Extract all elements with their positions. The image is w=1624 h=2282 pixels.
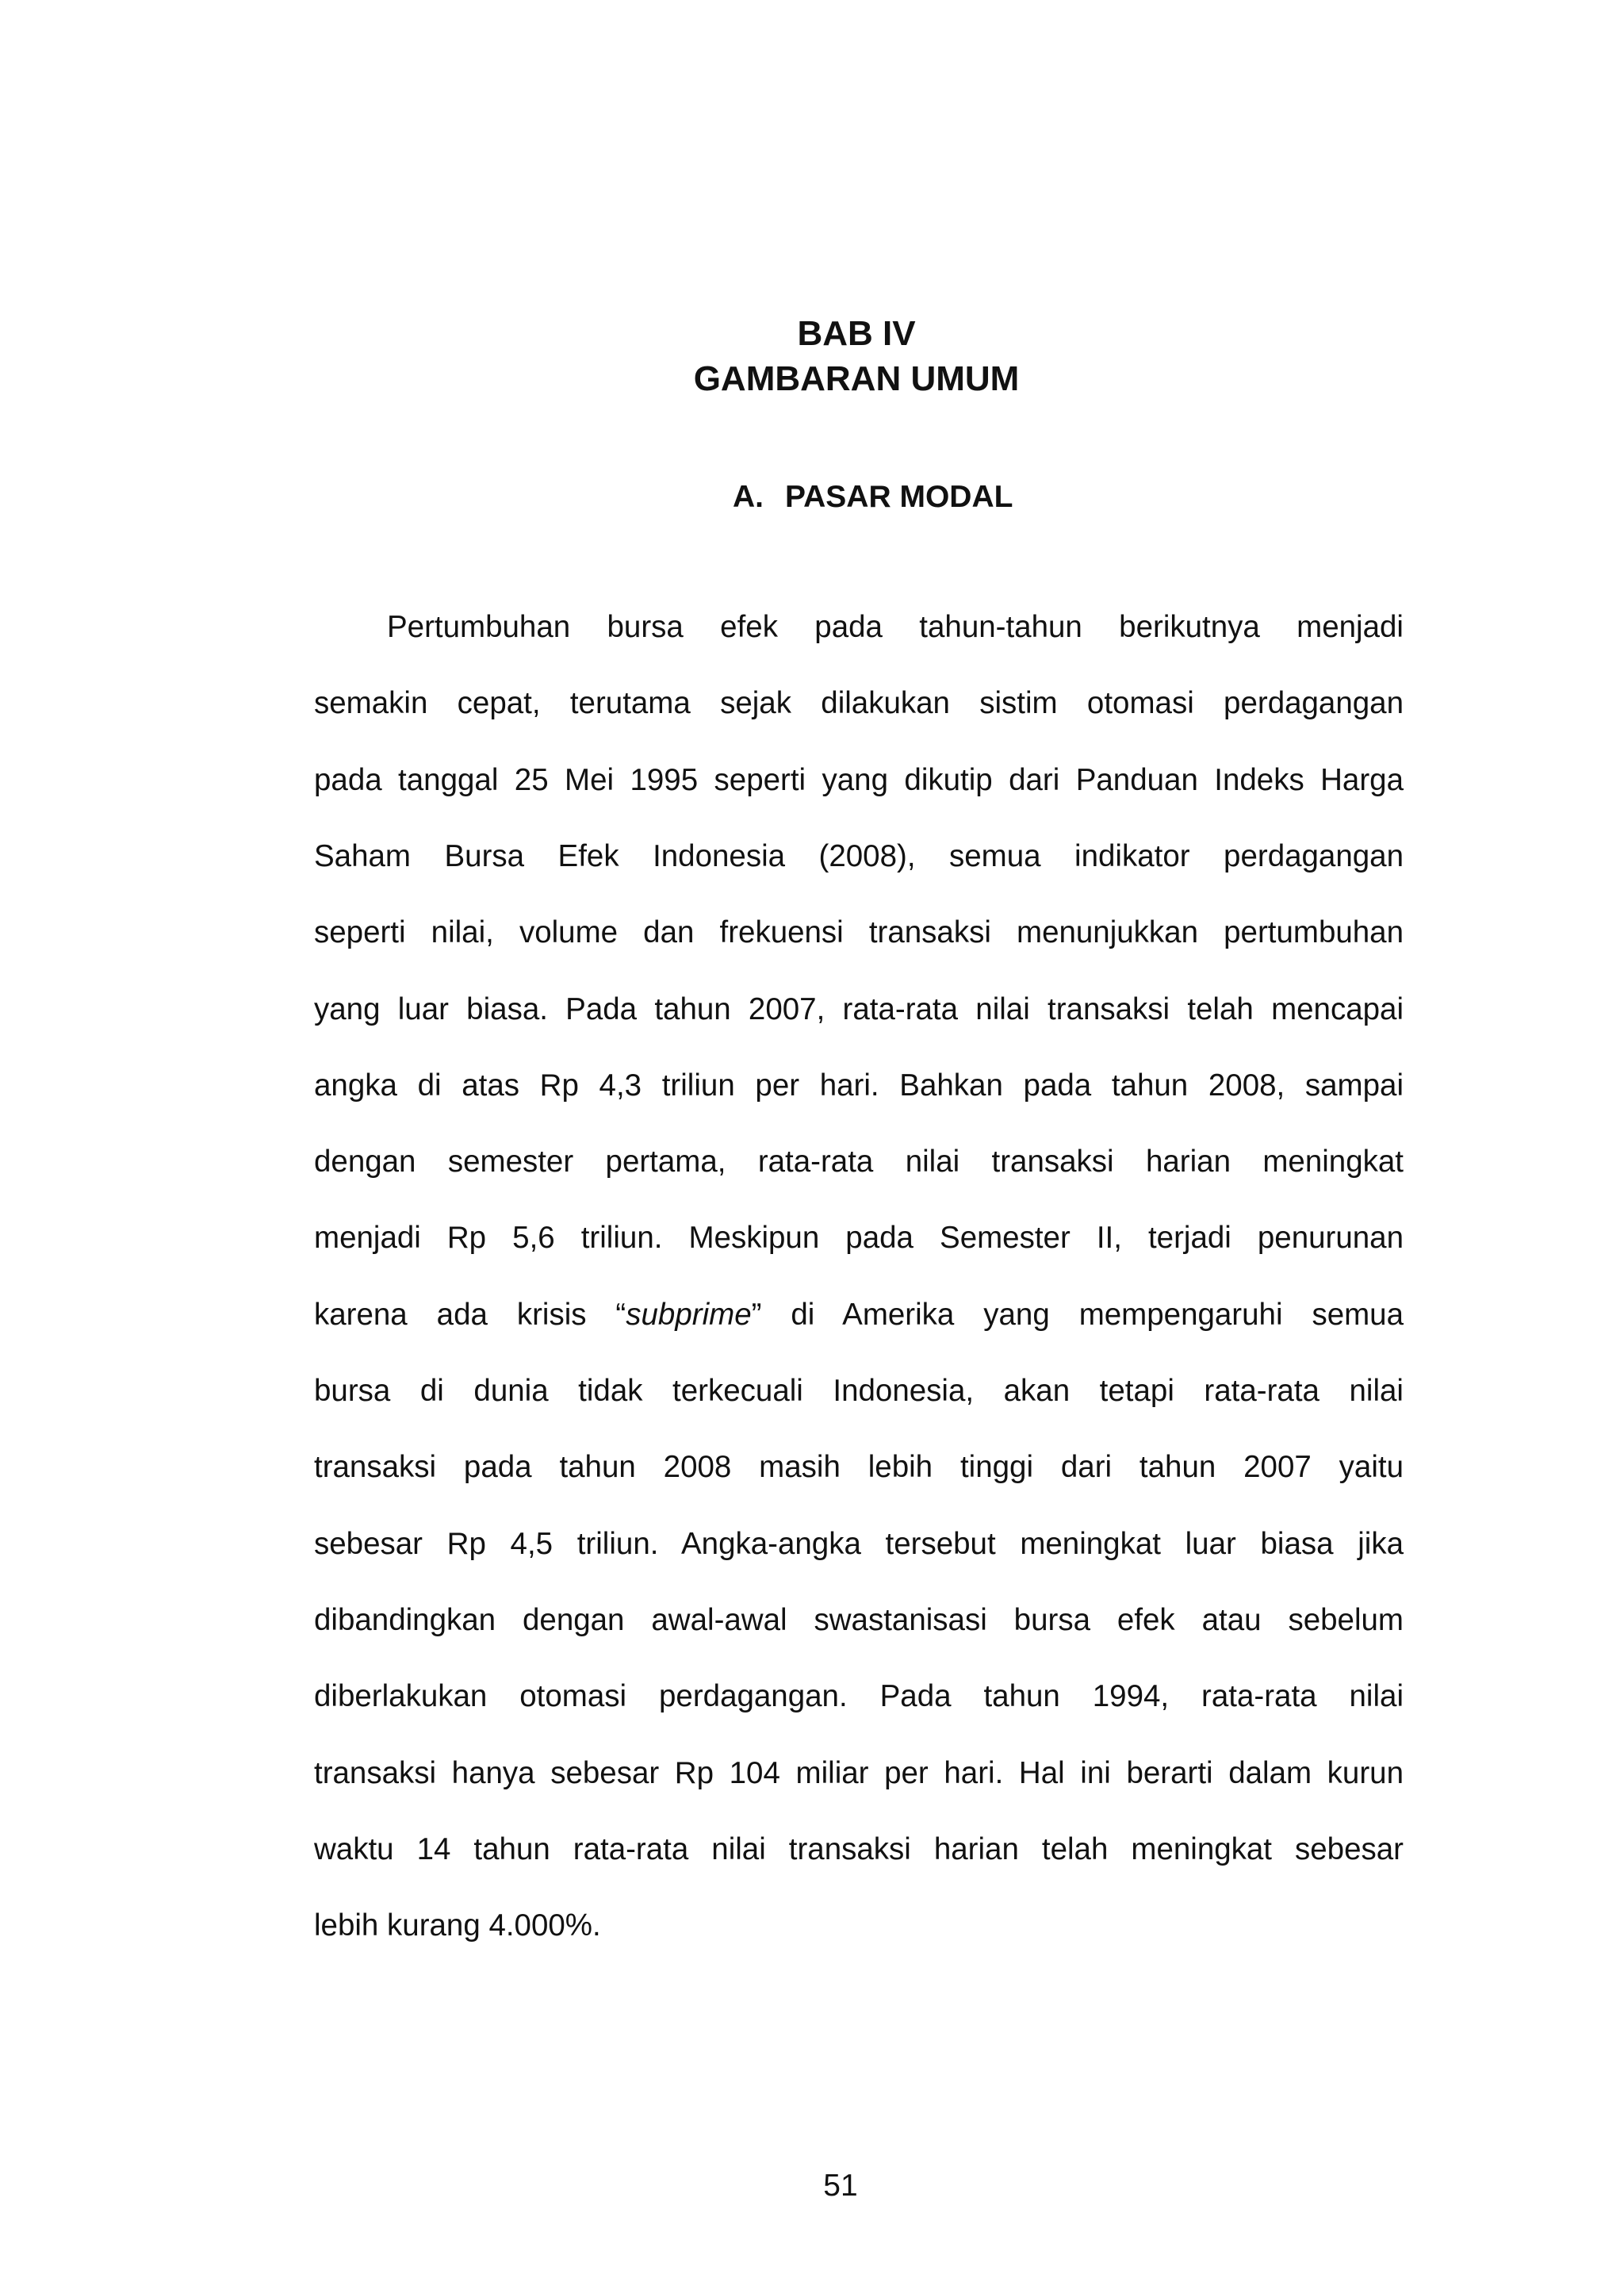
- paragraph-line: transaksi pada tahun 2008 masih lebih tinggi dari tahun 2007 yaitu: [314, 1450, 1404, 1485]
- paragraph-line: pada tanggal 25 Mei 1995 seperti yang dikutip dari Panduan Indeks Harga: [314, 762, 1404, 797]
- paragraph-line: bursa di dunia tidak terkecuali Indonesia, akan tetapi rata-rata nilai: [314, 1374, 1404, 1408]
- paragraph-line: Saham Bursa Efek Indonesia (2008), semua indikator perdagangan: [314, 838, 1404, 873]
- paragraph-line: karena ada krisis “subprime” di Amerika yang mempengaruhi semua: [314, 1297, 1404, 1332]
- chapter-title: GAMBARAN UMUM: [693, 359, 1020, 398]
- section-heading: [733, 479, 1013, 516]
- paragraph-line: yang luar biasa. Pada tahun 2007, rata-rata nilai transaksi telah mencapai: [314, 991, 1404, 1026]
- emphasized-term: subprime: [626, 1297, 752, 1332]
- paragraph-line: semakin cepat, terutama sejak dilakukan sistim otomasi perdagangan: [314, 686, 1404, 721]
- paragraph-line: menjadi Rp 5,6 triliun. Meskipun pada Semester II, terjadi penurunan: [314, 1221, 1404, 1256]
- paragraph-line: sebesar Rp 4,5 triliun. Angka-angka tersebut meningkat luar biasa jika: [314, 1526, 1404, 1561]
- paragraph-line: angka di atas Rp 4,3 triliun per hari. Bahkan pada tahun 2008, sampai: [314, 1068, 1404, 1103]
- section-title: PASAR MODAL: [785, 480, 1013, 514]
- section-number: A.: [733, 480, 764, 514]
- paragraph-line: transaksi hanya sebesar Rp 104 miliar per hari. Hal ini berarti dalam kurun: [314, 1755, 1404, 1790]
- paragraph-line: dengan semester pertama, rata-rata nilai transaksi harian meningkat: [314, 1145, 1404, 1179]
- paragraph-line: diberlakukan otomasi perdagangan. Pada tahun 1994, rata-rata nilai: [314, 1679, 1404, 1714]
- paragraph-line: waktu 14 tahun rata-rata nilai transaksi harian telah meningkat sebesar: [314, 1831, 1404, 1866]
- paragraph-line: Pertumbuhan bursa efek pada tahun-tahun berikutnya menjadi: [387, 610, 1404, 644]
- paragraph-line: seperti nilai, volume dan frekuensi transaksi menunjukkan pertumbuhan: [314, 915, 1404, 950]
- chapter-number: BAB IV: [797, 314, 916, 353]
- paragraph-line: dibandingkan dengan awal-awal swastanisasi bursa efek atau sebelum: [314, 1602, 1404, 1637]
- paragraph-line: lebih kurang 4.000%.: [314, 1908, 601, 1943]
- page-number: 51: [823, 2169, 858, 2203]
